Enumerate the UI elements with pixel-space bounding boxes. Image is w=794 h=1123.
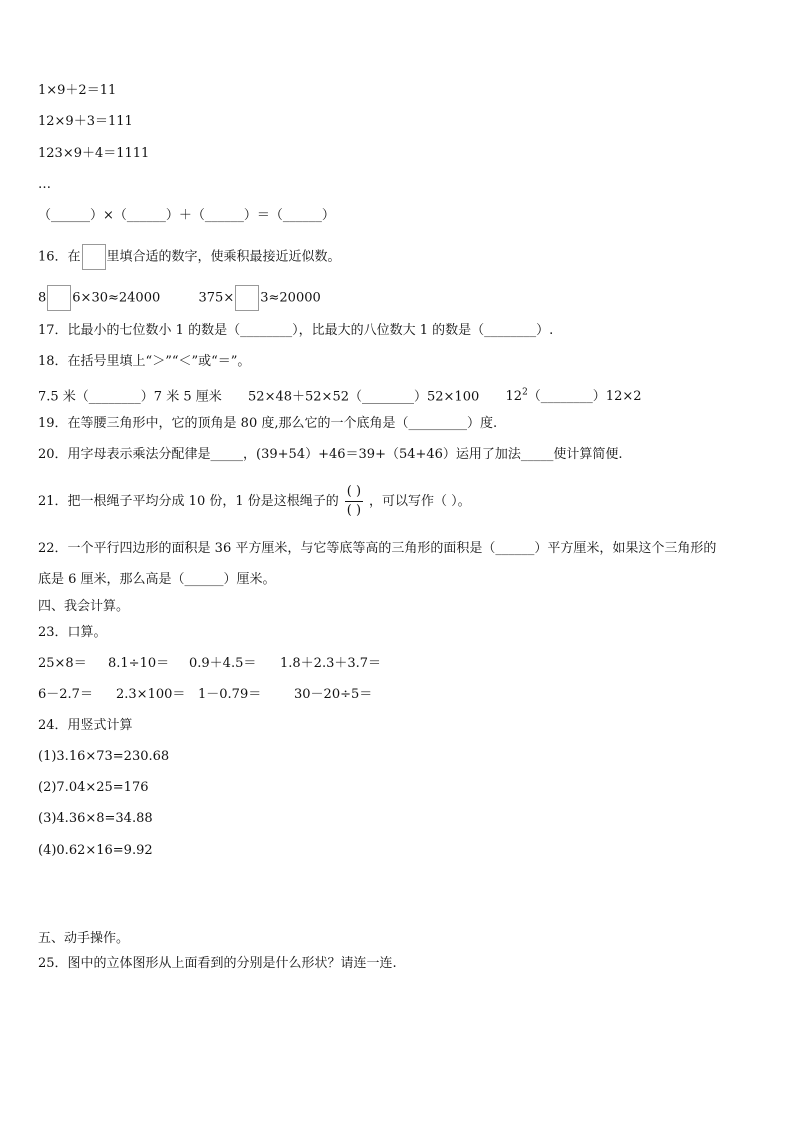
question-18: 18．在括号里填上“＞”“＜”或“＝”。 [38,354,251,369]
mental-math-item: 0.9＋4.5＝ [189,656,257,671]
mental-math-item: 25×8＝ [38,656,87,671]
question-24-title: 24．用竖式计算 [38,718,133,733]
pattern-line-1: 1×9＋2＝11 [38,83,117,98]
q24-item-1: (1)3.16×73=230.68 [38,749,170,764]
q23-row-2 [38,686,372,704]
section-4-heading: 四、我会计算。 [38,599,130,614]
q21-post: ，可以写作（ ）。 [369,494,471,509]
q16-a-post: 6×30≈24000 [72,290,161,306]
mental-math-item: 1－0.79＝ [198,687,262,702]
question-23-title: 23．口算。 [38,625,107,640]
q18-c-base: 12 [505,389,523,405]
question-19: 19．在等腰三角形中，它的顶角是 80 度,那么它的一个底角是（_________）度. [38,416,498,431]
question-16-items [38,285,321,311]
answer-box[interactable] [47,285,71,311]
q16-text: 16．在 [38,249,81,265]
q24-item-2: (2)7.04×25=176 [38,780,149,795]
pattern-ellipsis: … [38,177,51,192]
q18-a: 7.5 米（________）7 米 5 厘米 [38,389,222,405]
answer-box[interactable] [82,244,106,270]
q21-pre: 21．把一根绳子平均分成 10 份，1 份是这根绳子的 [38,494,339,509]
answer-box[interactable] [235,285,259,311]
q18-c [506,389,642,404]
q16-text-after: 里填合适的数字，使乘积最接近近似数。 [106,249,341,265]
fraction-bar [345,501,363,502]
question-16 [38,244,341,270]
mental-math-item: 8.1÷10＝ [108,656,170,671]
mental-math-item: 6－2.7＝ [38,687,93,702]
q24-item-4: (4)0.62×16=9.92 [38,843,153,858]
question-22-line-1: 22．一个平行四边形的面积是 36 平方厘米，与它等底等高的三角形的面积是（______）平方厘米，如果这个三角形的 [38,541,717,556]
q16-b-pre: 375× [198,290,235,306]
mental-math-item: 2.3×100＝ [116,687,186,702]
pattern-line-3: 123×9＋4＝1111 [38,146,150,161]
pattern-line-2: 12×9＋3＝111 [38,114,133,129]
q18-c-rest: （________）12×2 [527,389,642,405]
question-22-line-2: 底是 6 厘米，那么高是（______）厘米。 [38,572,276,587]
q23-row-1 [38,655,381,673]
q24-item-3: (3)4.36×8=34.88 [38,811,153,826]
q18-b: 52×48＋52×52（________）52×100 [248,389,480,405]
section-5-heading: 五、动手操作。 [38,931,130,946]
question-25: 25．图中的立体图形从上面看到的分别是什么形状？请连一连. [38,956,397,971]
q16-b-post: 3≈20000 [260,290,321,306]
fraction-blank [345,484,363,519]
fraction-numerator: ( ) [346,484,362,499]
question-20: 20．用字母表示乘法分配律是_____，(39+54）+46＝39+（54+46）运用了加法_____使计算简便. [38,447,623,462]
question-21 [38,484,471,520]
fraction-denominator: ( ) [346,503,362,518]
question-17: 17．比最小的七位数小 1 的数是（________），比最大的八位数大 1 的数是（________）. [38,323,554,338]
pattern-blank-line: （______）×（______）＋（______）＝（______） [38,208,335,223]
q16-a-pre: 8 [38,290,47,306]
q18-c-exp: 2 [522,388,528,398]
mental-math-item: 30－20÷5＝ [294,687,373,702]
mental-math-item: 1.8＋2.3＋3.7＝ [280,656,382,671]
question-18-items [38,384,642,406]
